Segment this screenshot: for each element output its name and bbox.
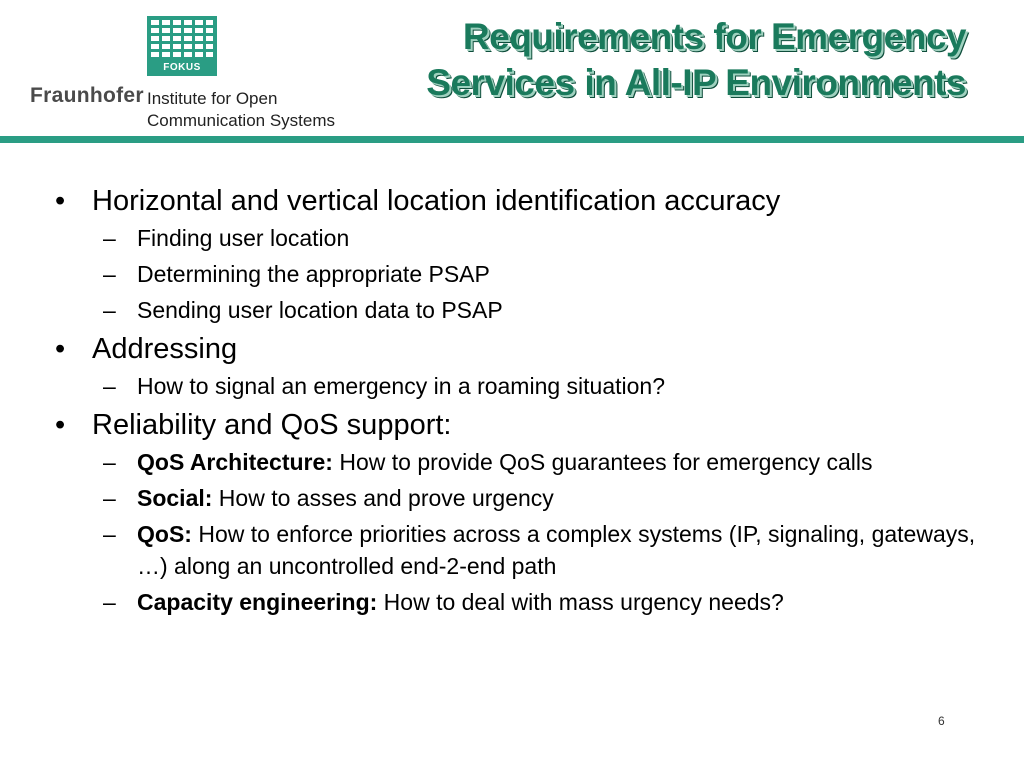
slide-title [346,14,966,106]
sub-bullet-item [55,586,985,618]
fraunhofer-fokus-logo [30,14,360,134]
logo-institute-line2: Communication Systems [147,111,336,130]
bullet-item [55,184,985,218]
dash-marker: – [103,589,116,615]
sub-bullet-text: How to signal an emergency in a roaming situation? [137,373,666,399]
dash-marker: – [103,485,116,511]
logo-institute-text [147,88,335,132]
bullet-marker: • [55,333,66,365]
bullet-marker: • [55,409,66,441]
header-divider [0,136,1024,143]
dash-marker: – [103,261,116,287]
dash-marker: – [103,225,116,251]
sub-bullet-bold-label: QoS: [137,521,192,547]
sub-bullet-bold-label: Capacity engineering: [137,589,378,615]
sub-bullet-text: How to deal with mass urgency needs? [377,589,784,615]
logo-fraunhofer-text: Fraunhofer [30,84,144,107]
sub-bullet-bold-label: QoS Architecture: [137,449,333,475]
sub-bullet-text: Sending user location data to PSAP [137,297,503,323]
sub-bullet-item [55,518,985,582]
dash-marker: – [103,297,116,323]
dash-marker: – [103,521,116,547]
sub-bullet-text: How to asses and prove urgency [212,485,554,511]
sub-bullet-text: How to provide QoS guarantees for emergency calls [332,449,873,475]
sub-bullet-item [55,294,985,326]
sub-bullet-item [55,370,985,402]
slide-content [55,178,985,618]
sub-bullet-item [55,222,985,254]
dash-marker: – [103,449,116,475]
sub-bullet-item [55,258,985,290]
sub-bullet-text: How to enforce priorities across a complex systems (IP, signaling, gateways, …) along an uncontrolled end-2-end path [137,521,976,579]
sub-bullet-item [55,482,985,514]
sub-bullet-text: Finding user location [137,225,350,251]
bullet-text: Reliability and QoS support: [92,409,452,441]
bullet-marker: • [55,185,66,217]
slide-title-line1: Requirements for Emergency [462,16,966,57]
bullet-item [55,408,985,442]
sub-bullet-text: Determining the appropriate PSAP [137,261,490,287]
logo-grid-icon [147,16,217,62]
sub-bullet-item [55,446,985,478]
bullet-item [55,332,985,366]
page-number: 6 [938,714,945,728]
bullet-text: Horizontal and vertical location identification accuracy [92,185,781,217]
dash-marker: – [103,373,116,399]
slide-title-line2: Services in All-IP Environments [426,62,966,103]
logo-institute-line1: Institute for Open [147,89,278,108]
sub-bullet-bold-label: Social: [137,485,213,511]
logo-fokus-label: FOKUS [147,60,217,76]
bullet-text: Addressing [92,333,238,365]
